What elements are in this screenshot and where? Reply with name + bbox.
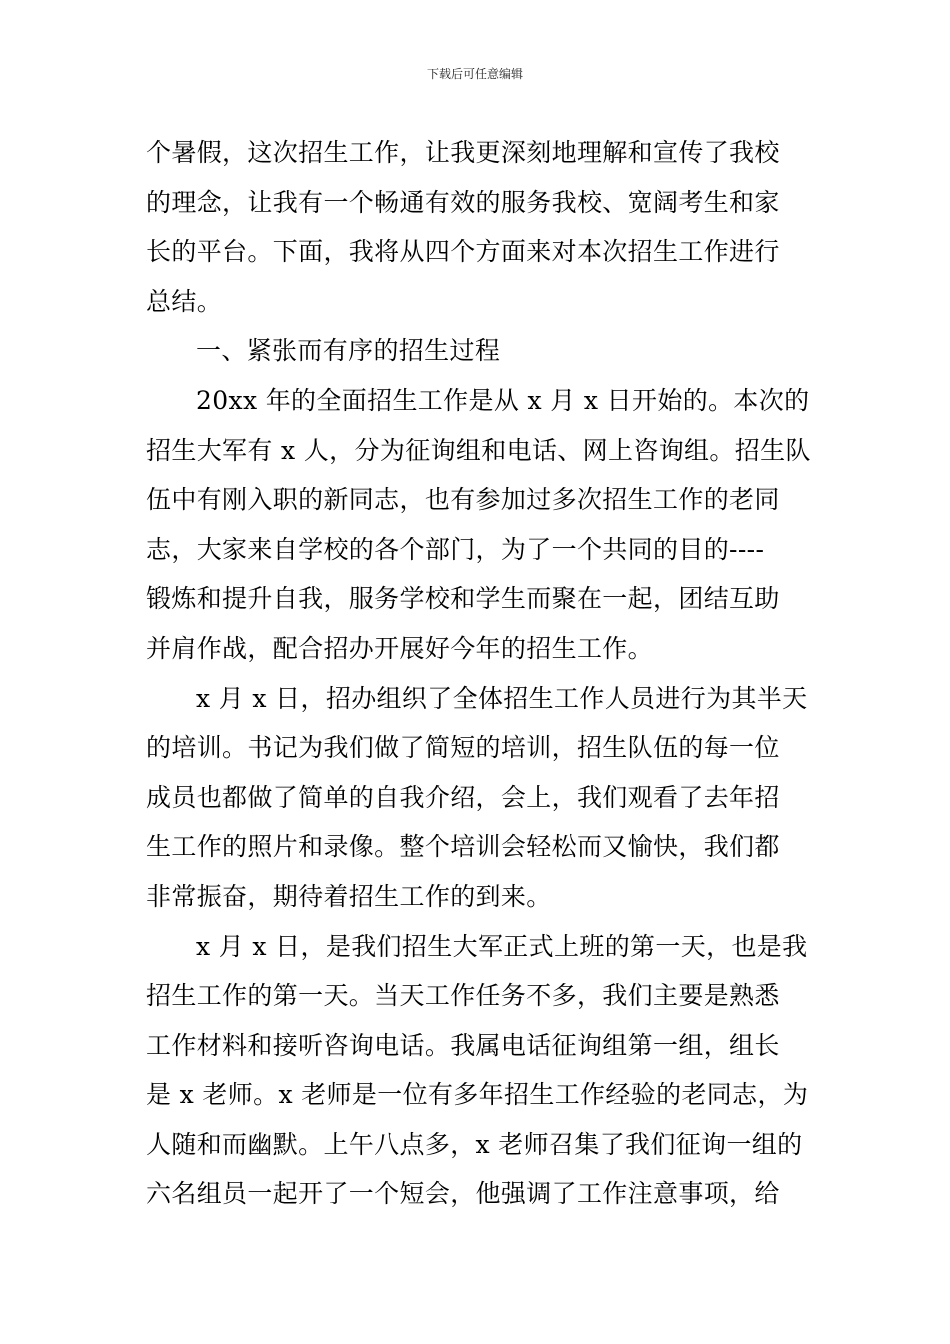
text-line: 成员也都做了简单的自我介绍，会上，我们观看了去年招 [146,782,780,812]
text-line: 并肩作战，配合招办开展好今年的招生工作。 [146,633,654,663]
text-line: 的理念，让我有一个畅通有效的服务我校、宽阔考生和家 [146,187,780,217]
text-line: 招生工作的第一天。当天工作任务不多，我们主要是熟悉 [146,981,780,1011]
text-line: 志，大家来自学校的各个部门，为了一个共同的目的---- [146,534,765,564]
text-line: 工作材料和接听咨询电话。我属电话征询组第一组，组长 [146,1030,780,1060]
text-line: 人随和而幽默。上午八点多，x 老师召集了我们征询一组的 [146,1129,803,1159]
text-line: x 月 x 日，招办组织了全体招生工作人员进行为其半天 [196,683,808,713]
text-line: 的培训。书记为我们做了简短的培训，招生队伍的每一位 [146,733,780,763]
text-line: 生工作的照片和录像。整个培训会轻松而又愉快，我们都 [146,832,780,862]
text-line: 伍中有刚入职的新同志，也有参加过多次招生工作的老同 [146,485,780,515]
text-line: 长的平台。下面，我将从四个方面来对本次招生工作进行 [146,237,780,267]
text-line: 六名组员一起开了一个短会，他强调了工作注意事项，给 [146,1179,780,1209]
text-line: 锻炼和提升自我，服务学校和学生而聚在一起，团结互助 [146,584,780,614]
page-header: 下载后可任意编辑 [426,67,523,81]
document-body [146,128,811,1219]
text-line: 总结。 [146,286,223,316]
text-line: 个暑假，这次招生工作，让我更深刻地理解和宣传了我校 [146,138,780,167]
text-line: x 月 x 日，是我们招生大军正式上班的第一天，也是我 [196,931,808,961]
section-heading: 一、紧张而有序的招生过程 [196,336,501,366]
text-line: 非常振奋，期待着招生工作的到来。 [146,881,552,911]
text-line: 20xx 年的全面招生工作是从 x 月 x 日开始的。本次的 [196,385,810,415]
text-line: 是 x 老师。x 老师是一位有多年招生工作经验的老同志，为 [146,1080,809,1110]
text-line: 招生大军有 x 人，分为征询组和电话、网上咨询组。招生队 [146,435,811,465]
